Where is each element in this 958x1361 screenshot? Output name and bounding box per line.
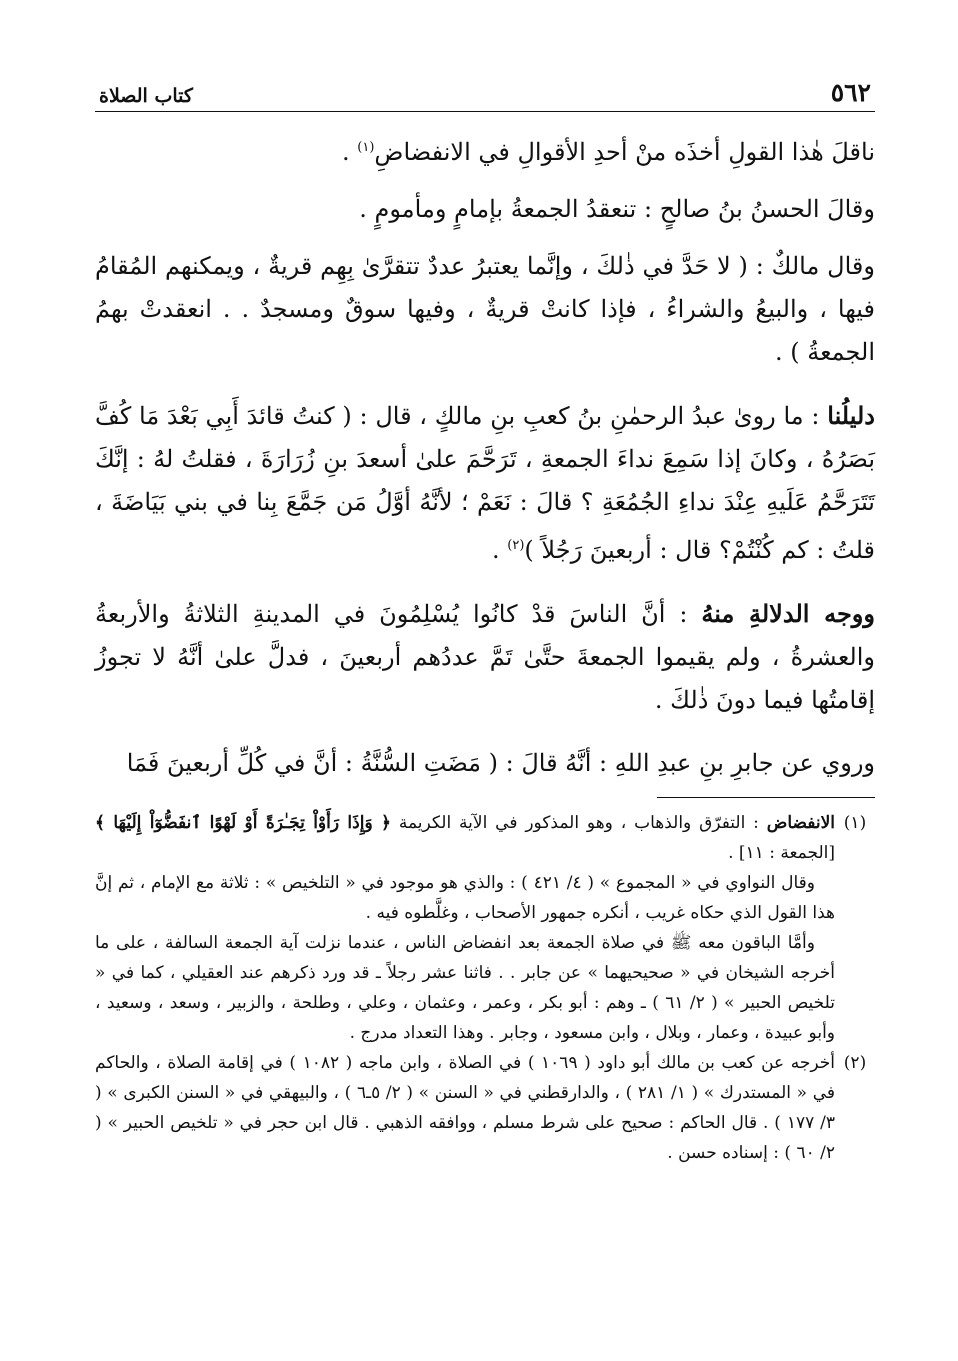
page-header	[95, 78, 875, 112]
running-title: كتاب الصلاة	[99, 85, 193, 107]
book-page	[95, 78, 875, 1168]
page-number: ٥٦٢	[830, 78, 871, 107]
footnote-ref-2[interactable]: (٢)	[507, 538, 525, 553]
footnotes	[95, 808, 875, 1168]
paragraph-malik: وقال مالكٌ : ( لا حَدَّ في ذٰلكَ ، وإنَّما يعتبرُ عددٌ تتقرَّىٰ بِهِم قريةٌ ، ويمكنهم المُقامُ فيها ، والبيعُ والشراءُ ، فإذا كانتْ قريةٌ ، وفيها سوقٌ ومسجدٌ . . انعقدتْ بهمُ الجمعةُ ) .	[95, 252, 875, 366]
footnote-number: (٢)	[843, 1053, 867, 1073]
footnote-ref-1[interactable]: (١)	[357, 140, 375, 155]
footnote-number: (١)	[843, 813, 867, 833]
footnote-body: أخرجه عن كعب بن مالك أبو داود ( ١٠٦٩ ) في الصلاة ، وابن ماجه ( ١٠٨٢ ) في إقامة الصلاة ، والحاكم في « المستدرك » ( ١/ ٢٨١ ) ، والدارقطني في « السنن » ( ٢/ ٥ـ٦ ) ، والبيهقي في « السنن الكبرى » ( ٣/ ١٧٧ ) . قال الحاكم : صحيح على شرط مسلم ، ووافقه الذهبي . قال ابن حجر في « تلخيص الحبير » ( ٢/ ٦٠ ) : إسناده حسن .	[95, 1053, 836, 1163]
footnote-1	[95, 808, 875, 1048]
paragraph-continuation: ناقلَ هٰذا القولِ أخذَه منْ أحدِ الأقوالِ في الانفضاضِ$^{(١)}$ .	[342, 138, 875, 166]
quran-verse: ﴿ وَإِذَا رَأَوْاْ تِجَـٰرَةً أَوْ لَهْوًا ٱنفَضُّوٓاْ إِلَيْهَا ﴾	[95, 813, 391, 833]
footnote-2	[95, 1048, 875, 1168]
footnote-body: الانفضاض : التفرّق والذهاب ، وهو المذكور في الآية الكريمة ﴿ وَإِذَا رَأَوْاْ تِجَـٰرَةً أَوْ لَهْوًا ٱنفَضُّوٓاْ إِلَيْهَا ﴾ [الجمعة : ١١] . وقال النواوي في « المجموع » ( ٤/ ٤٢١ ) : والذي هو موجود في « التلخيص » : ثلاثة مع الإمام ، ثم إنَّ هذا القول الذي حكاه غريب ، أنكره جمهور الأصحاب ، وغلَّطوه فيه . وأمَّا الباقون معه ﷺ في صلاة الجمعة بعد انفضاض الناس ، عندما نزلت آية الجمعة السالفة ، على ما أخرجه الشيخان في « صحيحيهما » عن جابر . . فاثنا عشر رجلاً ـ قد ورد ذكرهم عند العقيلي ، كما في « تلخيص الحبير » ( ٢/ ٦١ ) ـ وهم : أبو بكر ، وعمر ، وعثمان ، وعلي ، وطلحة ، والزبير ، وسعد ، وسعيد ، وأبو عبيدة ، وعمار ، وبلال ، وابن مسعود ، وجابر . وهذا التعداد مدرج .	[95, 813, 835, 1043]
paragraph-evidence: دليلُنا : ما روىٰ عبدُ الرحمٰنِ بنُ كعبِ بنِ مالكٍ ، قال : ( كنتُ قائدَ أَبِي بَعْدَ مَا كُفَّ بَصَرُهُ ، وكانَ إذا سَمِعَ نداءَ الجمعةِ ، تَرَحَّمَ علىٰ أسعدَ بنِ زُرَارَةَ ، فقلتُ لهُ : إنَّكَ تَتَرَحَّمُ عَلَيهِ عِنْدَ نداءِ الجُمُعَةِ ؟ قالَ : نَعَمْ ؛ لأنَّهُ أوَّلُ مَن جَمَّعَ بِنا في بني بَيَاضَةَ ، قلتُ : كم كُنْتُمْ؟ قال : أربعينَ رَجُلاً )$^{(٢)}$ .	[95, 401, 875, 564]
paragraph-indication: ووجه الدلالةِ منهُ : أنَّ الناسَ قدْ كانُوا يُسْلِمُونَ في المدينةِ الثلاثةُ والأربعةُ والعشرةُ ، ولم يقيموا الجمعةَ حتَّىٰ تَمَّ عددُهم أربعينَ ، فدلَّ علىٰ أنَّهُ لا تجوزُ إقامتُها فيما دونَ ذٰلكَ .	[95, 599, 875, 714]
evidence-heading: دليلُنا	[827, 401, 875, 430]
footnote-lead: الانفضاض	[766, 813, 835, 833]
indication-heading: ووجه الدلالةِ منهُ	[701, 599, 875, 628]
paragraph-jabir: وروي عن جابرِ بنِ عبدِ اللهِ : أنَّهُ قالَ : ( مَضَتِ السُّنَّةُ : أنَّ في كُلِّ أربعينَ فَمَا	[126, 749, 875, 777]
main-text	[95, 126, 875, 785]
footnote-divider	[657, 797, 875, 798]
paragraph-hasan: وقالَ الحسنُ بنُ صالحٍ : تنعقدُ الجمعةُ بإمامٍ ومأمومٍ .	[359, 195, 875, 223]
